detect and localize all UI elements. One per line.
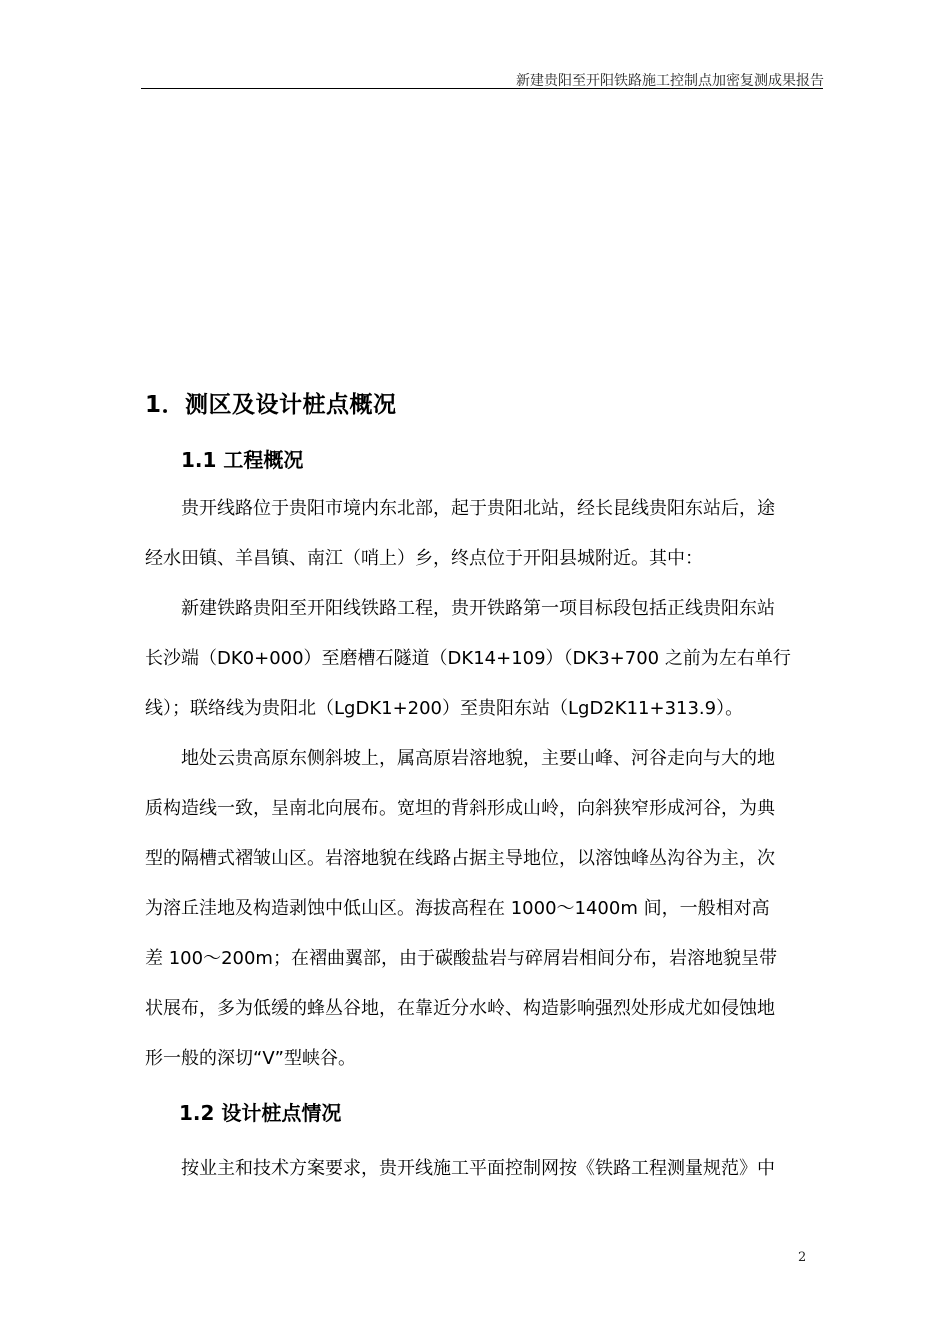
header-divider bbox=[141, 88, 823, 89]
subsection-title-1-2: 1.2 设计桩点情况 bbox=[179, 1101, 342, 1125]
paragraph-line: 质构造线一致，呈南北向展布。宽坦的背斜形成山岭，向斜狭窄形成河谷，为典 bbox=[145, 798, 775, 819]
paragraph-line: 经水田镇、羊昌镇、南江（哨上）乡，终点位于开阳县城附近。其中： bbox=[145, 548, 703, 569]
paragraph-line: 形一般的深切“V”型峡谷。 bbox=[145, 1048, 356, 1069]
paragraph-line: 为溶丘洼地及构造剥蚀中低山区。海拔高程在 1000～1400m 间，一般相对高 bbox=[145, 898, 770, 919]
running-header: 新建贵阳至开阳铁路施工控制点加密复测成果报告 bbox=[516, 73, 824, 89]
paragraph-line: 新建铁路贵阳至开阳线铁路工程，贵开铁路第一项目标段包括正线贵阳东站 bbox=[181, 598, 775, 619]
paragraph-line: 状展布，多为低缓的蜂丛谷地，在靠近分水岭、构造影响强烈处形成尤如侵蚀地 bbox=[145, 998, 775, 1019]
paragraph-line: 地处云贵高原东侧斜坡上，属高原岩溶地貌，主要山峰、河谷走向与大的地 bbox=[181, 748, 775, 769]
paragraph-line: 长沙端（DK0+000）至磨槽石隧道（DK14+109）（DK3+700 之前为左右单行 bbox=[145, 648, 791, 669]
paragraph-line: 贵开线路位于贵阳市境内东北部，起于贵阳北站，经长昆线贵阳东站后，途 bbox=[181, 498, 775, 519]
section-title: 1．测区及设计桩点概况 bbox=[145, 392, 397, 418]
paragraph-line: 线）；联络线为贵阳北（LgDK1+200）至贵阳东站（LgD2K11+313.9）。 bbox=[145, 698, 744, 719]
paragraph-line: 差 100～200m；在褶曲翼部，由于碳酸盐岩与碎屑岩相间分布，岩溶地貌呈带 bbox=[145, 948, 777, 969]
page-number: 2 bbox=[798, 1250, 807, 1265]
subsection-title-1-1: 1.1 工程概况 bbox=[181, 448, 304, 472]
paragraph-line: 按业主和技术方案要求，贵开线施工平面控制网按《铁路工程测量规范》中 bbox=[181, 1158, 775, 1179]
paragraph-line: 型的隔槽式褶皱山区。岩溶地貌在线路占据主导地位，以溶蚀峰丛沟谷为主，次 bbox=[145, 848, 775, 869]
